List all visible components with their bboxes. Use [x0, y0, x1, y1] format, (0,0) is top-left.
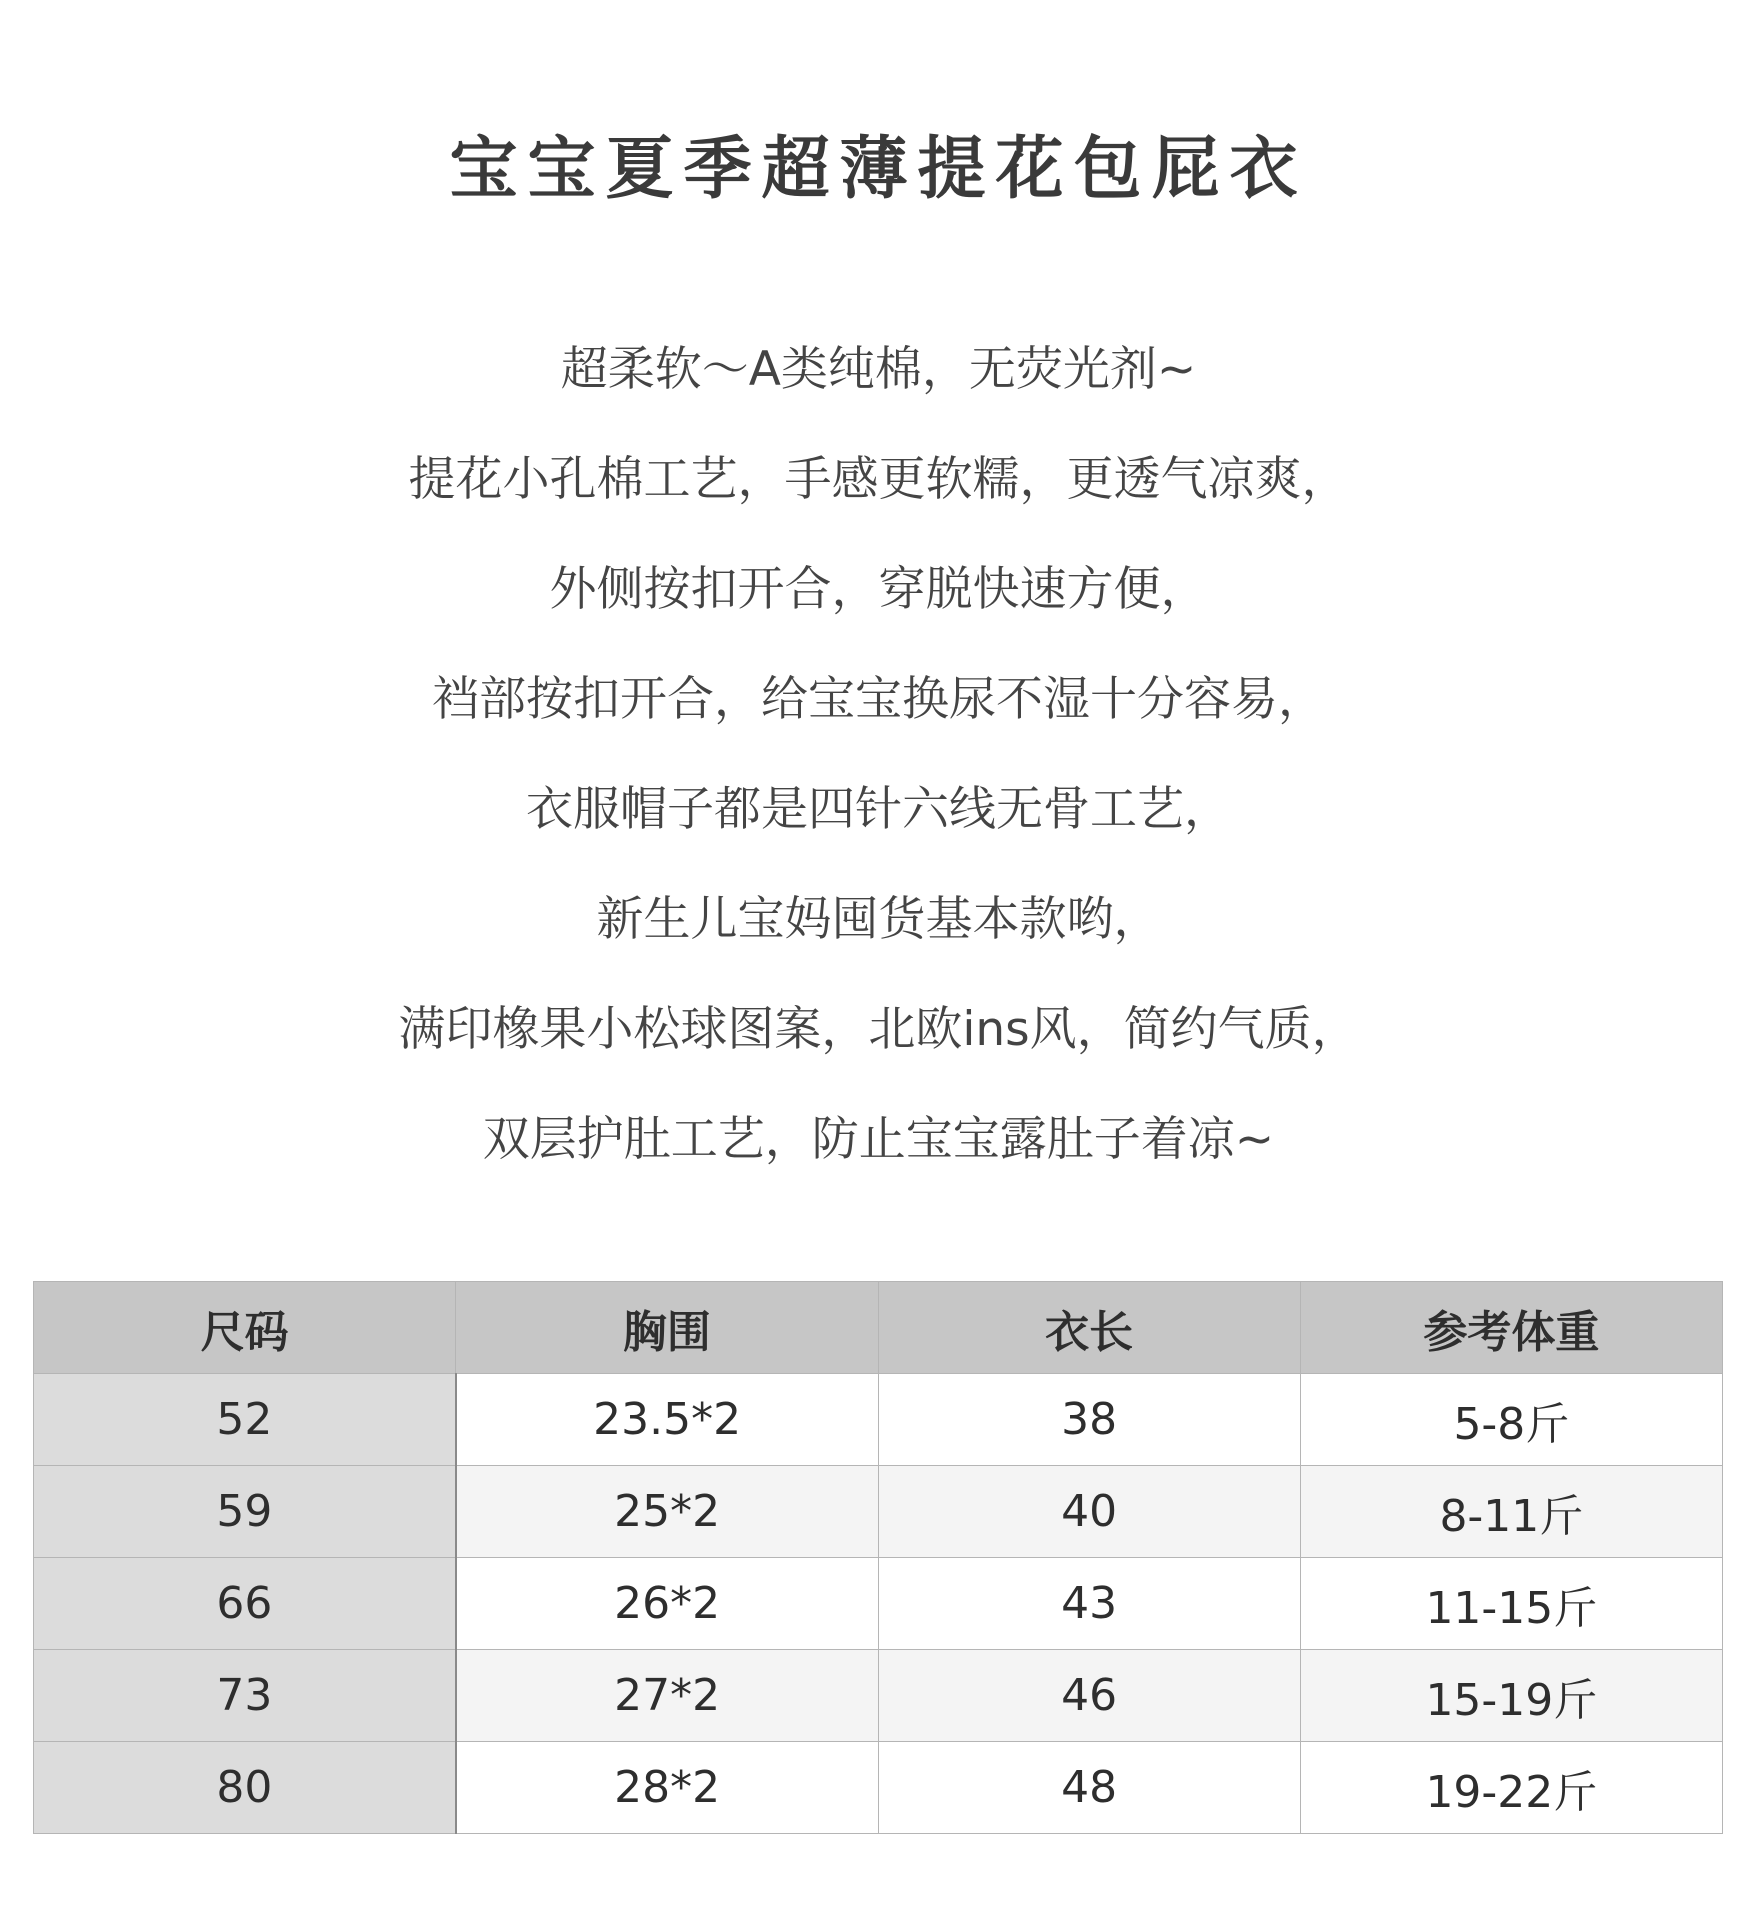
- length-cell: 48: [878, 1742, 1300, 1834]
- description-line: 提花小孔棉工艺，手感更软糯，更透气凉爽，: [408, 452, 1349, 507]
- product-description: [0, 320, 1757, 1200]
- description-line: 外侧按扣开合，穿脱快速方便，: [549, 562, 1208, 617]
- description-line: 满印橡果小松球图案，北欧ins风，简约气质，: [398, 1002, 1359, 1057]
- chest-cell: 27*2: [456, 1650, 878, 1742]
- description-line: 裆部按扣开合，给宝宝换尿不湿十分容易，: [432, 672, 1325, 727]
- description-line: 衣服帽子都是四针六线无骨工艺，: [526, 782, 1231, 837]
- size-cell: 59: [34, 1466, 456, 1558]
- table-row: [34, 1466, 1723, 1558]
- header-weight: 参考体重: [1300, 1282, 1722, 1374]
- description-line: 新生儿宝妈囤货基本款哟，: [596, 892, 1161, 947]
- description-line: 超柔软～A类纯棉，无荧光剂~: [560, 342, 1197, 397]
- description-line: 双层护肚工艺，防止宝宝露肚子着凉~: [482, 1112, 1275, 1167]
- chest-cell: 25*2: [456, 1466, 878, 1558]
- size-cell: 52: [34, 1374, 456, 1466]
- product-title: 宝宝夏季超薄提花包屁衣: [449, 130, 1308, 209]
- length-cell: 38: [878, 1374, 1300, 1466]
- header-size: 尺码: [34, 1282, 456, 1374]
- table-row: [34, 1374, 1723, 1466]
- size-cell: 80: [34, 1742, 456, 1834]
- header-length: 衣长: [878, 1282, 1300, 1374]
- size-cell: 66: [34, 1558, 456, 1650]
- table-header-row: [34, 1282, 1723, 1374]
- chest-cell: 26*2: [456, 1558, 878, 1650]
- chest-cell: 28*2: [456, 1742, 878, 1834]
- length-cell: 46: [878, 1650, 1300, 1742]
- size-cell: 73: [34, 1650, 456, 1742]
- weight-cell: 8-11斤: [1300, 1466, 1722, 1558]
- size-chart-table: [33, 1281, 1723, 1834]
- table-row: [34, 1558, 1723, 1650]
- weight-cell: 5-8斤: [1300, 1374, 1722, 1466]
- weight-cell: 19-22斤: [1300, 1742, 1722, 1834]
- table-row: [34, 1742, 1723, 1834]
- length-cell: 40: [878, 1466, 1300, 1558]
- weight-cell: 15-19斤: [1300, 1650, 1722, 1742]
- chest-cell: 23.5*2: [456, 1374, 878, 1466]
- weight-cell: 11-15斤: [1300, 1558, 1722, 1650]
- table-row: [34, 1650, 1723, 1742]
- header-chest: 胸围: [456, 1282, 878, 1374]
- length-cell: 43: [878, 1558, 1300, 1650]
